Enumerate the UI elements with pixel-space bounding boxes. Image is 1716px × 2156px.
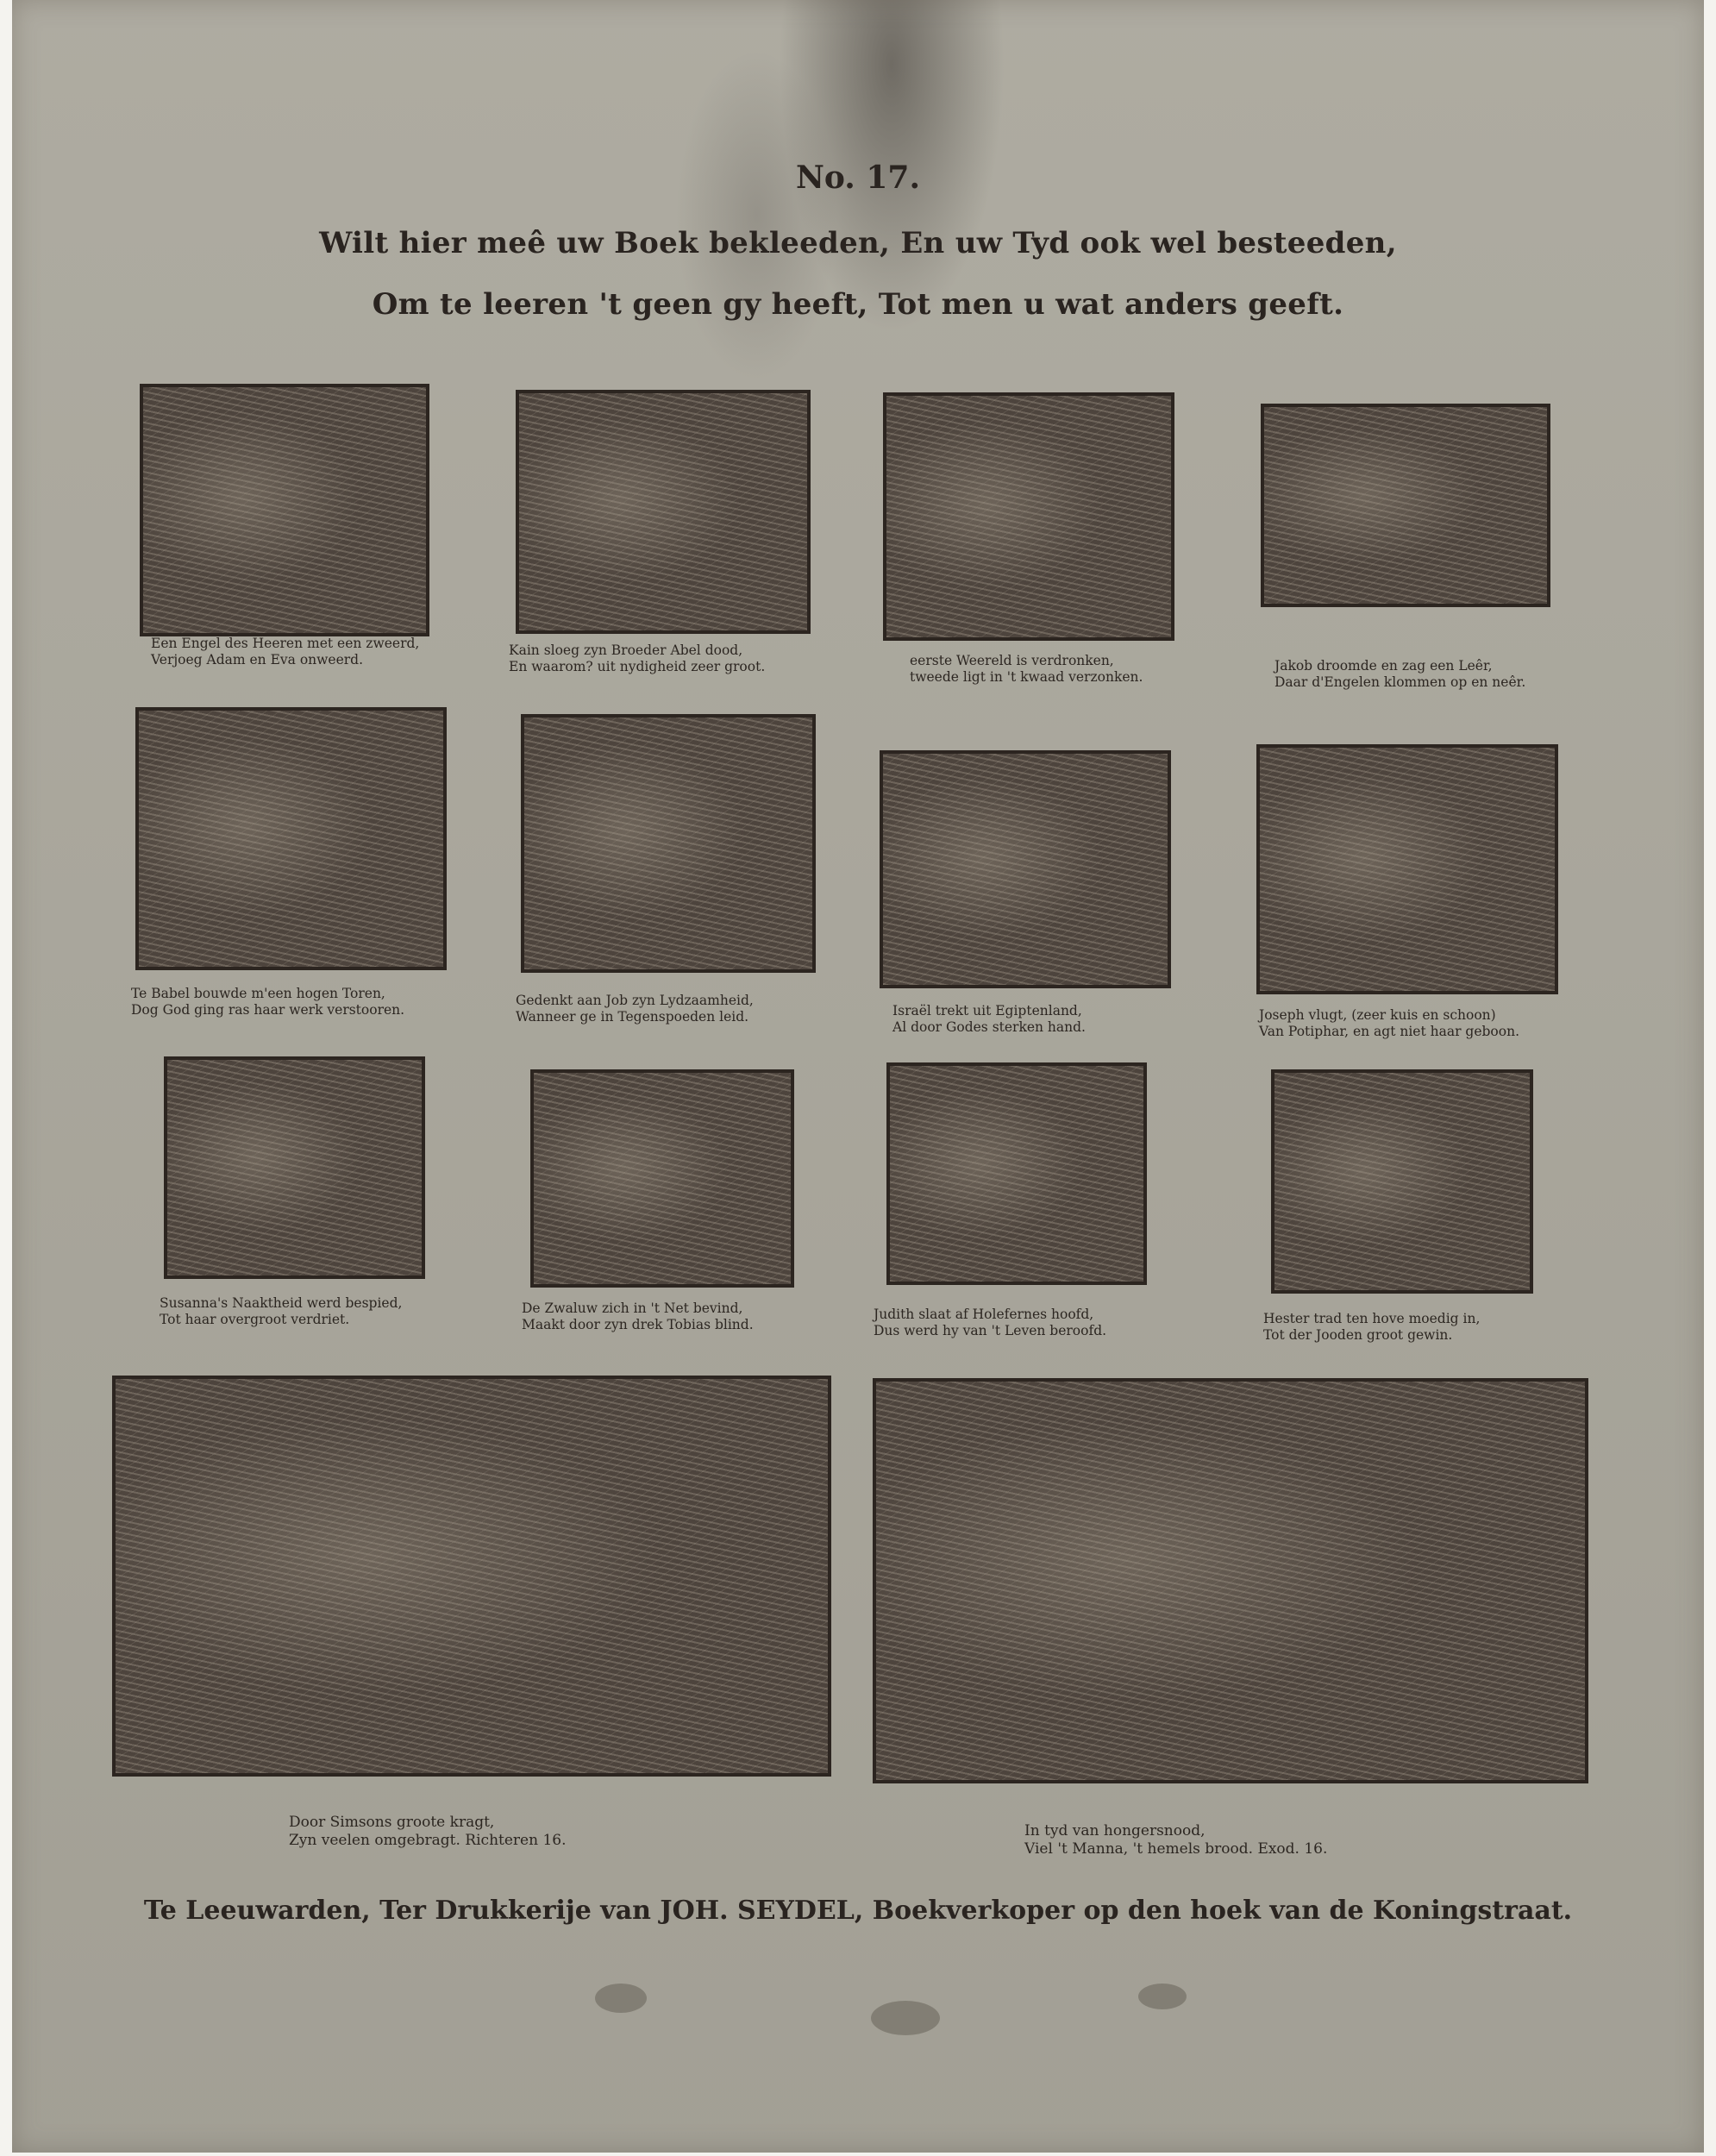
stain (1138, 1984, 1187, 2009)
woodcut-flood (883, 392, 1174, 641)
woodcut-job (521, 714, 816, 973)
caption: Te Babel bouwde m'een hogen Toren, Dog God ging ras haar werk verstooren. (131, 986, 405, 1018)
woodcut-tobias (530, 1069, 794, 1288)
verse-line-1: Wilt hier meê uw Boek bekleeden, En uw Tyd ook wel besteeden, (319, 226, 1397, 260)
caption: In tyd van hongersnood, Viel 't Manna, 't hemels brood. Exod. 16. (1024, 1822, 1328, 1858)
caption: Jakob droomde en zag een Leêr, Daar d'Engelen klommen op en neêr. (1274, 658, 1526, 690)
woodcut-jacob-ladder (1261, 404, 1550, 607)
caption: Gedenkt aan Job zyn Lydzaamheid, Wanneer ge in Tegenspoeden leid. (516, 993, 754, 1025)
woodcut-susanna (164, 1056, 425, 1279)
sheet-number: No. 17. (796, 160, 920, 196)
stain (595, 1984, 647, 2013)
verse-line-2: Om te leeren 't geen gy heeft, Tot men u wat anders geeft. (372, 287, 1344, 322)
caption: eerste Weereld is verdronken, tweede ligt in 't kwaad verzonken. (910, 653, 1143, 685)
woodcut-samson (112, 1376, 831, 1777)
caption: De Zwaluw zich in 't Net bevind, Maakt door zyn drek Tobias blind. (522, 1300, 754, 1332)
stain (871, 2001, 940, 2035)
caption: Kain sloeg zyn Broeder Abel dood, En waarom? uit nydigheid zeer groot. (509, 642, 766, 674)
woodcut-esther (1271, 1069, 1533, 1294)
caption: Hester trad ten hove moedig in, Tot der Jooden groot gewin. (1263, 1311, 1481, 1343)
woodcut-judith (886, 1062, 1147, 1285)
caption: Judith slaat af Holefernes hoofd, Dus werd hy van 't Leven beroofd. (874, 1307, 1107, 1338)
imprint-footer: Te Leeuwarden, Ter Drukkerije van JOH. SEYDEL, Boekverkoper op den hoek van de Koningstraat. (143, 1896, 1573, 1926)
woodcut-babel (135, 707, 447, 970)
woodcut-expulsion (140, 384, 429, 636)
woodcut-manna (873, 1378, 1588, 1783)
caption: Een Engel des Heeren met een zweerd, Verjoeg Adam en Eva onweerd. (151, 636, 420, 667)
caption: Susanna's Naaktheid werd bespied, Tot haar overgroot verdriet. (160, 1295, 403, 1327)
woodcut-cain-abel (516, 390, 811, 634)
woodcut-exodus (880, 750, 1171, 988)
caption: Israël trekt uit Egiptenland, Al door Godes sterken hand. (892, 1003, 1086, 1035)
woodcut-joseph (1256, 744, 1558, 994)
caption: Door Simsons groote kragt, Zyn veelen omgebragt. Richteren 16. (289, 1814, 567, 1849)
caption: Joseph vlugt, (zeer kuis en schoon) Van Potiphar, en agt niet haar geboon. (1259, 1007, 1520, 1039)
